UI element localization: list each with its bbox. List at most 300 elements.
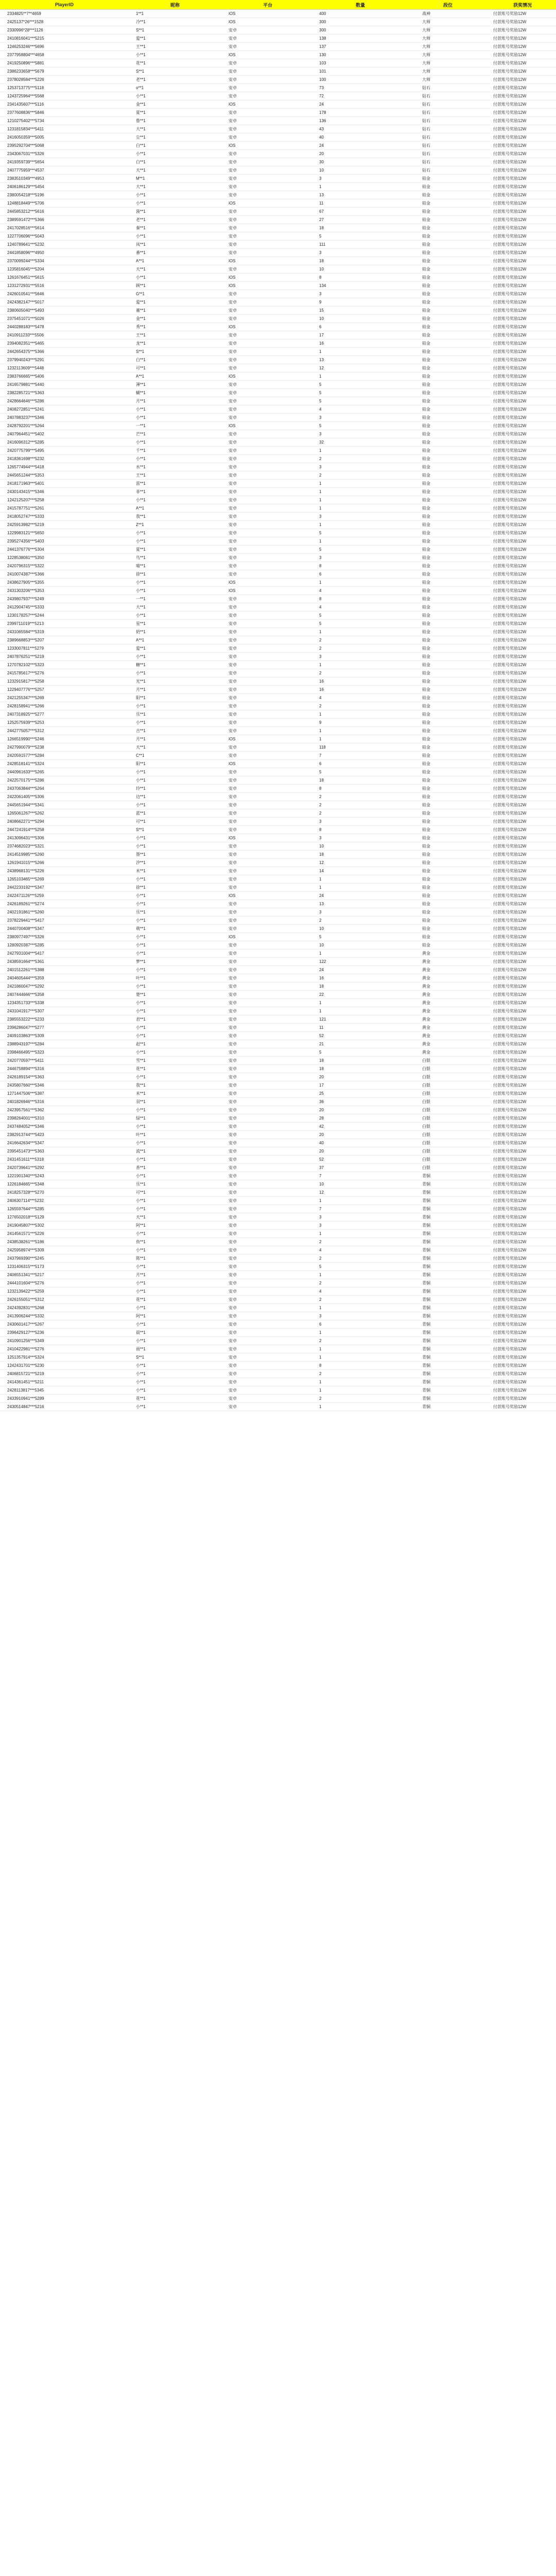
cell-player-id: 1227706096***5043	[0, 232, 129, 241]
cell-quantity: 3	[314, 1312, 407, 1320]
cell-platform: 安卓	[221, 941, 314, 950]
cell-nickname: 小**1	[129, 1048, 221, 1057]
table-row	[0, 628, 556, 636]
cell-quantity: 72	[314, 92, 407, 100]
cell-nickname: 秀**1	[129, 323, 221, 331]
cell-nickname: 蓝**1	[129, 809, 221, 818]
cell-nickname: 小**1	[129, 875, 221, 884]
cell-quantity: 1	[314, 496, 407, 504]
cell-platform: 安卓	[221, 109, 314, 117]
cell-level: 铂金	[407, 587, 489, 595]
cell-nickname: S**1	[129, 1353, 221, 1362]
cell-nickname: 汐**1	[129, 859, 221, 867]
cell-platform: 安卓	[221, 537, 314, 546]
cell-platform: 安卓	[221, 76, 314, 84]
table-row	[0, 438, 556, 447]
cell-level: 铂金	[407, 826, 489, 834]
cell-nickname: 凤**1	[129, 241, 221, 249]
table-row	[0, 1048, 556, 1057]
cell-level: 铂金	[407, 752, 489, 760]
cell-platform: 安卓	[221, 1238, 314, 1246]
cell-nickname: 小**1	[129, 1032, 221, 1040]
cell-nickname: 小**1	[129, 191, 221, 199]
table-row	[0, 1312, 556, 1320]
table-row	[0, 1353, 556, 1362]
table-row	[0, 142, 556, 150]
table-row	[0, 966, 556, 974]
cell-level: 白银	[407, 1065, 489, 1073]
cell-level: 铂金	[407, 340, 489, 348]
cell-nickname: 鸟**1	[129, 554, 221, 562]
cell-level: 青铜	[407, 1304, 489, 1312]
cell-level: 大师	[407, 43, 489, 51]
cell-quantity: 2	[314, 471, 407, 480]
cell-level: 钻石	[407, 150, 489, 158]
cell-note: 付款账号奖励12W	[489, 587, 556, 595]
table-row	[0, 67, 556, 76]
cell-player-id: 2386233658***5679	[0, 67, 129, 76]
cell-player-id: 2407775959***4537	[0, 166, 129, 175]
cell-note: 付款账号奖励12W	[489, 710, 556, 719]
cell-player-id: 2396429127***5236	[0, 1329, 129, 1337]
cell-note: 付款账号奖励12W	[489, 381, 556, 389]
cell-quantity: 118	[314, 743, 407, 752]
cell-nickname: 龙**1	[129, 340, 221, 348]
cell-platform: 安卓	[221, 315, 314, 323]
cell-quantity: 3	[314, 554, 407, 562]
cell-player-id: 2431451611***5318	[0, 1156, 129, 1164]
cell-platform: 安卓	[221, 26, 314, 35]
table-row	[0, 1329, 556, 1337]
cell-note: 付款账号奖励12W	[489, 1370, 556, 1378]
cell-player-id: 2439807937***5249	[0, 595, 129, 603]
cell-platform: 安卓	[221, 1073, 314, 1081]
cell-note: 付款账号奖励12W	[489, 1213, 556, 1222]
cell-note: 付款账号奖励12W	[489, 67, 556, 76]
cell-player-id: 2408662271***5294	[0, 818, 129, 826]
table-row	[0, 834, 556, 842]
cell-quantity: 18	[314, 982, 407, 991]
cell-player-id: 2416642634***5347	[0, 1139, 129, 1147]
table-row	[0, 59, 556, 67]
cell-player-id: 2420739641***5292	[0, 1164, 129, 1172]
cell-note: 付款账号奖励12W	[489, 818, 556, 826]
cell-platform: 安卓	[221, 43, 314, 51]
cell-nickname: 小**1	[129, 702, 221, 710]
cell-level: 铂金	[407, 677, 489, 686]
cell-player-id: 1232113609***5448	[0, 364, 129, 372]
cell-level: 钻石	[407, 100, 489, 109]
cell-player-id: 2440700408***5347	[0, 925, 129, 933]
table-row	[0, 1131, 556, 1139]
cell-quantity: 1	[314, 504, 407, 513]
cell-platform: 安卓	[221, 1015, 314, 1024]
cell-level: 铂金	[407, 917, 489, 925]
cell-nickname: 小**1	[129, 455, 221, 463]
cell-quantity: 8	[314, 785, 407, 793]
table-row	[0, 719, 556, 727]
table-row	[0, 1197, 556, 1205]
cell-player-id: 2343067031***5326	[0, 150, 129, 158]
cell-nickname: 小**1	[129, 834, 221, 842]
cell-level: 钻石	[407, 92, 489, 100]
cell-level: 青铜	[407, 1403, 489, 1411]
cell-note: 付款账号奖励12W	[489, 1353, 556, 1362]
cell-note: 付款账号奖励12W	[489, 1040, 556, 1048]
cell-player-id: 2422061405***5306	[0, 793, 129, 801]
cell-nickname: 小**1	[129, 537, 221, 546]
cell-level: 黄金	[407, 974, 489, 982]
cell-level: 铂金	[407, 570, 489, 579]
cell-level: 青铜	[407, 1378, 489, 1386]
cell-level: 钻石	[407, 109, 489, 117]
cell-platform: 安卓	[221, 851, 314, 859]
cell-quantity: 5	[314, 1048, 407, 1057]
cell-level: 铂金	[407, 438, 489, 447]
cell-nickname: 楚**1	[129, 991, 221, 999]
table-row	[0, 488, 556, 496]
table-row	[0, 1015, 556, 1024]
cell-level: 铂金	[407, 397, 489, 405]
cell-note: 付款账号奖励12W	[489, 999, 556, 1007]
cell-quantity: 5	[314, 546, 407, 554]
cell-note: 付款账号奖励12W	[489, 175, 556, 183]
table-row	[0, 1362, 556, 1370]
cell-quantity: 8	[314, 826, 407, 834]
cell-nickname: 秦**1	[129, 224, 221, 232]
cell-note: 付款账号奖励12W	[489, 142, 556, 150]
cell-platform: 安卓	[221, 702, 314, 710]
cell-platform: 安卓	[221, 628, 314, 636]
cell-quantity: 2	[314, 1337, 407, 1345]
cell-player-id: 2414519985***5260	[0, 851, 129, 859]
cell-player-id: 1242431701***5230	[0, 1362, 129, 1370]
table-row	[0, 1024, 556, 1032]
cell-quantity: 20	[314, 1106, 407, 1114]
cell-level: 铂金	[407, 892, 489, 900]
cell-note: 付款账号奖励12W	[489, 842, 556, 851]
cell-quantity: 2	[314, 1255, 407, 1263]
cell-quantity: 18	[314, 257, 407, 265]
cell-nickname: 小**1	[129, 719, 221, 727]
cell-nickname: 喵**1	[129, 562, 221, 570]
cell-note: 付款账号奖励12W	[489, 702, 556, 710]
cell-level: 青铜	[407, 1205, 489, 1213]
table-row	[0, 727, 556, 735]
table-row	[0, 496, 556, 504]
cell-note: 付款账号奖励12W	[489, 760, 556, 768]
cell-platform: 安卓	[221, 982, 314, 991]
cell-nickname: S**1	[129, 348, 221, 356]
cell-nickname: 尘**1	[129, 133, 221, 142]
cell-platform: 安卓	[221, 653, 314, 661]
cell-player-id: 2416096312***5285	[0, 438, 129, 447]
cell-note: 付款账号奖励12W	[489, 496, 556, 504]
cell-quantity: 52	[314, 1032, 407, 1040]
cell-player-id: 2430601417***5267	[0, 1320, 129, 1329]
cell-note: 付款账号奖励12W	[489, 537, 556, 546]
cell-player-id: 2414561571***5226	[0, 1230, 129, 1238]
cell-quantity: 12	[314, 859, 407, 867]
cell-level: 大师	[407, 18, 489, 26]
cell-platform: iOS	[221, 257, 314, 265]
table-row	[0, 397, 556, 405]
cell-nickname: 奶**1	[129, 628, 221, 636]
cell-platform: 安卓	[221, 1353, 314, 1362]
cell-nickname: M**1	[129, 175, 221, 183]
cell-platform: 安卓	[221, 216, 314, 224]
cell-platform: 安卓	[221, 1255, 314, 1263]
table-row	[0, 166, 556, 175]
cell-nickname: 小**1	[129, 405, 221, 414]
cell-player-id: 2410816041***5215	[0, 35, 129, 43]
cell-note: 付款账号奖励12W	[489, 1230, 556, 1238]
cell-nickname: 小**1	[129, 612, 221, 620]
cell-level: 铂金	[407, 422, 489, 430]
cell-player-id: 1276502018***5129	[0, 1213, 129, 1222]
cell-platform: 安卓	[221, 340, 314, 348]
cell-nickname: A**1	[129, 504, 221, 513]
table-row	[0, 1147, 556, 1156]
cell-note: 付款账号奖励12W	[489, 570, 556, 579]
table-row	[0, 1304, 556, 1312]
cell-level: 铂金	[407, 331, 489, 340]
cell-player-id: 1265103465***5269	[0, 875, 129, 884]
cell-quantity: 20	[314, 150, 407, 158]
cell-quantity: 5	[314, 768, 407, 776]
cell-level: 铂金	[407, 603, 489, 612]
cell-player-id: 2401512261***5388	[0, 966, 129, 974]
cell-quantity: 130	[314, 51, 407, 59]
cell-player-id: 2418171963***5401	[0, 480, 129, 488]
cell-note: 付款账号奖励12W	[489, 117, 556, 125]
cell-quantity: 73	[314, 84, 407, 92]
cell-level: 铂金	[407, 933, 489, 941]
cell-player-id: 1231272931***5516	[0, 282, 129, 290]
cell-player-id: 2426189261***5274	[0, 900, 129, 908]
cell-note: 付款账号奖励12W	[489, 422, 556, 430]
cell-level: 钻石	[407, 133, 489, 142]
cell-platform: 安卓	[221, 298, 314, 307]
cell-platform: 安卓	[221, 1378, 314, 1386]
cell-note: 付款账号奖励12W	[489, 488, 556, 496]
cell-quantity: 28	[314, 1114, 407, 1123]
cell-quantity: 1	[314, 1345, 407, 1353]
table-row	[0, 133, 556, 142]
table-row	[0, 603, 556, 612]
cell-nickname: 小**1	[129, 933, 221, 941]
table-row	[0, 521, 556, 529]
cell-quantity: 22	[314, 991, 407, 999]
cell-platform: 安卓	[221, 974, 314, 982]
cell-platform: 安卓	[221, 908, 314, 917]
cell-quantity: 5	[314, 389, 407, 397]
cell-note: 付款账号奖励12W	[489, 315, 556, 323]
cell-note: 付款账号奖励12W	[489, 307, 556, 315]
table-row	[0, 809, 556, 818]
cell-note: 付款账号奖励12W	[489, 1081, 556, 1090]
table-row	[0, 208, 556, 216]
cell-level: 铂金	[407, 875, 489, 884]
cell-player-id: 2407444666***5358	[0, 991, 129, 999]
cell-quantity: 15	[314, 307, 407, 315]
cell-player-id: 2441376776***5304	[0, 546, 129, 554]
cell-level: 铂金	[407, 702, 489, 710]
cell-quantity: 6	[314, 1320, 407, 1329]
cell-note: 付款账号奖励12W	[489, 224, 556, 232]
cell-nickname: 乐**1	[129, 908, 221, 917]
cell-nickname: 小**1	[129, 1370, 221, 1378]
cell-note: 付款账号奖励12W	[489, 1395, 556, 1403]
table-row	[0, 958, 556, 966]
cell-level: 铂金	[407, 265, 489, 274]
cell-note: 付款账号奖励12W	[489, 471, 556, 480]
cell-quantity: 300	[314, 18, 407, 26]
cell-platform: 安卓	[221, 455, 314, 463]
cell-player-id: 1228538081***5350	[0, 554, 129, 562]
cell-player-id: 2415785617***5276	[0, 669, 129, 677]
table-body	[0, 10, 556, 1411]
cell-platform: 安卓	[221, 35, 314, 43]
table-row	[0, 265, 556, 274]
cell-player-id: 2378028584***5226	[0, 76, 129, 84]
cell-nickname: 糖**1	[129, 661, 221, 669]
cell-note: 付款账号奖励12W	[489, 636, 556, 645]
table-row	[0, 504, 556, 513]
cell-nickname: 小**1	[129, 982, 221, 991]
cell-nickname: 王**1	[129, 471, 221, 480]
cell-note: 付款账号奖励12W	[489, 834, 556, 842]
table-row	[0, 1098, 556, 1106]
cell-quantity: 10	[314, 842, 407, 851]
cell-quantity: 3	[314, 290, 407, 298]
table-row	[0, 900, 556, 908]
cell-nickname: 爱**1	[129, 298, 221, 307]
cell-note: 付款账号奖励12W	[489, 1386, 556, 1395]
cell-note: 付款账号奖励12W	[489, 950, 556, 958]
cell-player-id: 2442775057***5312	[0, 727, 129, 735]
cell-platform: 安卓	[221, 1222, 314, 1230]
cell-platform: 安卓	[221, 1362, 314, 1370]
cell-level: 铂金	[407, 537, 489, 546]
cell-player-id: 2420591577***5284	[0, 752, 129, 760]
cell-quantity: 3	[314, 249, 407, 257]
cell-nickname: 小**1	[129, 669, 221, 677]
table-row	[0, 776, 556, 785]
cell-quantity: 2	[314, 1395, 407, 1403]
cell-platform: 安卓	[221, 1304, 314, 1312]
cell-nickname: 我**1	[129, 1081, 221, 1090]
cell-player-id: 2385553222***5233	[0, 1015, 129, 1024]
cell-nickname: 小**1	[129, 51, 221, 59]
table-row	[0, 661, 556, 669]
cell-quantity: 10	[314, 265, 407, 274]
cell-platform: iOS	[221, 892, 314, 900]
cell-quantity: 1	[314, 1386, 407, 1395]
cell-note: 付款账号奖励12W	[489, 562, 556, 570]
table-row	[0, 447, 556, 455]
table-row	[0, 1164, 556, 1172]
cell-quantity: 4	[314, 1287, 407, 1296]
cell-level: 大师	[407, 26, 489, 35]
cell-quantity: 21	[314, 1040, 407, 1048]
cell-note: 付款账号奖励12W	[489, 1304, 556, 1312]
cell-nickname: 花**1	[129, 1395, 221, 1403]
cell-note: 付款账号奖励12W	[489, 1296, 556, 1304]
table-row	[0, 1180, 556, 1189]
table-row	[0, 1057, 556, 1065]
cell-quantity: 10	[314, 1180, 407, 1189]
cell-player-id: 2418257328***5270	[0, 1189, 129, 1197]
cell-quantity: 1	[314, 710, 407, 719]
cell-platform: iOS	[221, 422, 314, 430]
cell-quantity: 103	[314, 59, 407, 67]
cell-platform: 安卓	[221, 67, 314, 76]
cell-level: 铂金	[407, 471, 489, 480]
cell-player-id: 2428664646***5286	[0, 397, 129, 405]
cell-nickname: 爱**1	[129, 645, 221, 653]
cell-nickname: 一**1	[129, 595, 221, 603]
cell-player-id: 2394082351***5465	[0, 340, 129, 348]
cell-nickname: 玲**1	[129, 785, 221, 793]
table-row	[0, 232, 556, 241]
cell-quantity: 300	[314, 26, 407, 35]
cell-nickname: 花**1	[129, 1065, 221, 1073]
cell-note: 付款账号奖励12W	[489, 851, 556, 859]
cell-note: 付款账号奖励12W	[489, 686, 556, 694]
cell-note: 付款账号奖励12W	[489, 579, 556, 587]
cell-note: 付款账号奖励12W	[489, 43, 556, 51]
cell-note: 付款账号奖励12W	[489, 826, 556, 834]
table-row	[0, 735, 556, 743]
cell-nickname: 吉**1	[129, 727, 221, 735]
cell-note: 付款账号奖励12W	[489, 768, 556, 776]
cell-player-id: 2437063844***5264	[0, 785, 129, 793]
table-row	[0, 702, 556, 710]
table-row	[0, 282, 556, 290]
cell-platform: 安卓	[221, 900, 314, 908]
cell-nickname: 小**1	[129, 653, 221, 661]
cell-nickname: 老**1	[129, 216, 221, 224]
table-row	[0, 249, 556, 257]
cell-quantity: 1	[314, 183, 407, 191]
cell-nickname: Z**1	[129, 521, 221, 529]
table-row	[0, 925, 556, 933]
cell-quantity: 2	[314, 1279, 407, 1287]
cell-quantity: 5	[314, 1263, 407, 1271]
cell-platform: 安卓	[221, 471, 314, 480]
cell-player-id: 2431041917***5307	[0, 1007, 129, 1015]
cell-player-id: 2406186129***5454	[0, 183, 129, 191]
cell-quantity: 1	[314, 1007, 407, 1015]
table-row	[0, 158, 556, 166]
cell-nickname: 菲**1	[129, 488, 221, 496]
cell-player-id: 1226184665***5348	[0, 1180, 129, 1189]
cell-note: 付款账号奖励12W	[489, 776, 556, 785]
cell-nickname: S**1	[129, 26, 221, 35]
cell-nickname: 小**1	[129, 199, 221, 208]
cell-nickname: 星**1	[129, 620, 221, 628]
cell-nickname: 萌**1	[129, 925, 221, 933]
cell-player-id: 2438968131***5226	[0, 867, 129, 875]
cell-level: 铂金	[407, 455, 489, 463]
cell-player-id: 2380054218***5196	[0, 191, 129, 199]
table-row	[0, 1279, 556, 1287]
cell-platform: iOS	[221, 100, 314, 109]
cell-player-id: 1233007811***5279	[0, 645, 129, 653]
cell-platform: 安卓	[221, 842, 314, 851]
cell-player-id: 2422471126***5259	[0, 892, 129, 900]
